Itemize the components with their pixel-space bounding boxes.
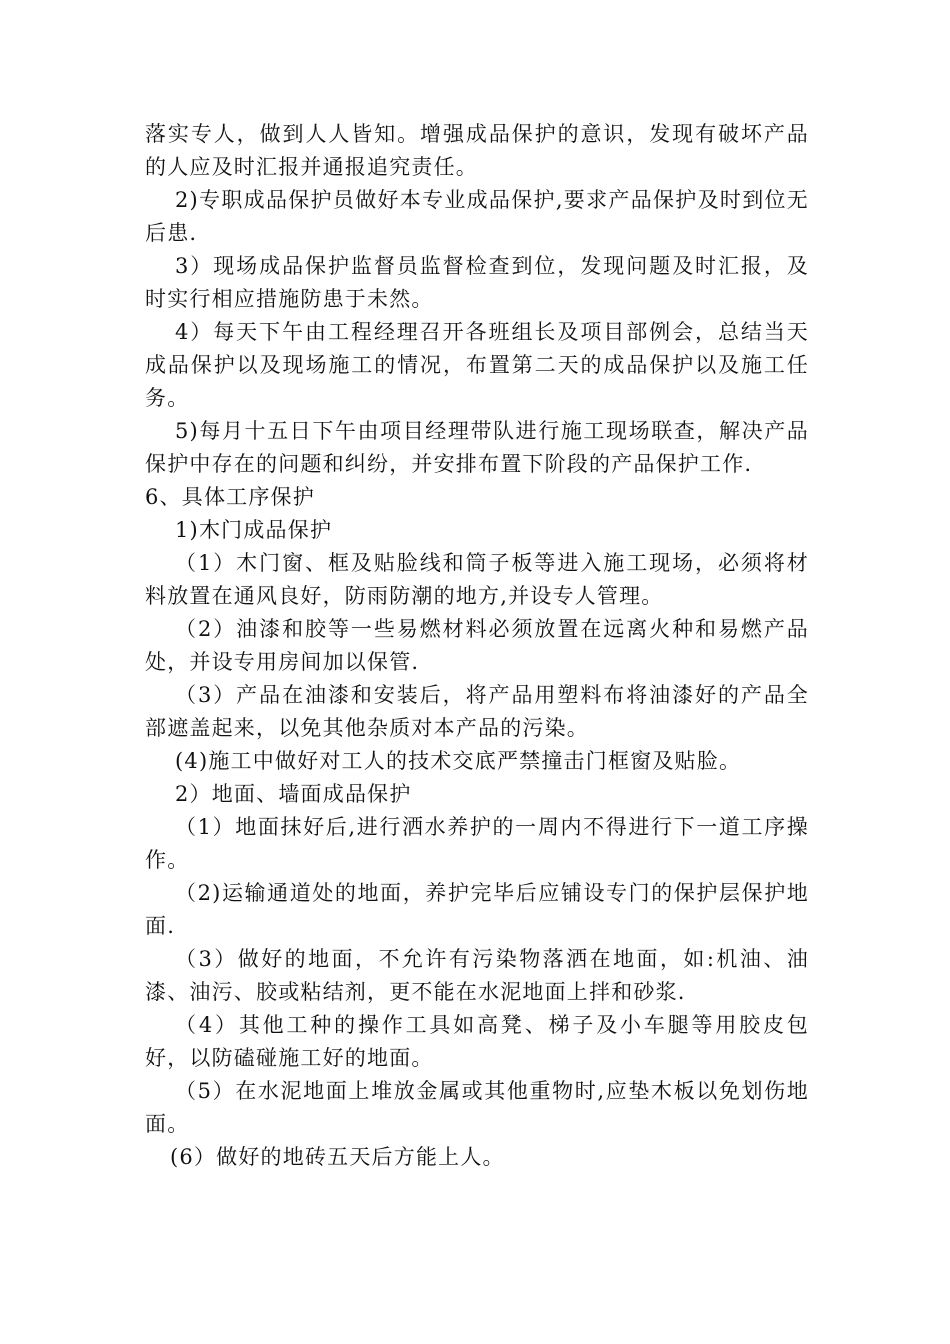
subsection-heading-wood-door: 1)木门成品保护 [175,518,333,542]
paragraph-floor-2: （2)运输通道处的地面，养护完毕后应铺设专门的保护层保护地面. [145,881,809,938]
paragraph-door-1: （1）木门窗、框及贴脸线和筒子板等进入施工现场，必须将材料放置在通风良好，防雨防潮的地方,并设专人管理。 [145,551,809,608]
paragraph-floor-5: （5）在水泥地面上堆放金属或其他重物时,应垫木板以免划伤地面。 [145,1079,809,1136]
document-body [145,118,809,1174]
paragraph-item-5: 5)每月十五日下午由项目经理带队进行施工现场联查，解决产品保护中存在的问题和纠纷，并安排布置下阶段的产品保护工作. [145,419,809,476]
paragraph-door-2: （2）油漆和胶等一些易燃材料必须放置在远离火种和易燃产品处，并设专用房间加以保管. [145,617,809,674]
paragraph-item-3: 3）现场成品保护监督员监督检查到位，发现问题及时汇报，及时实行相应措施防患于未然。 [145,254,809,311]
paragraph-continuation: 落实专人，做到人人皆知。增强成品保护的意识，发现有破坏产品的人应及时汇报并通报追究责任。 [145,122,809,179]
subsection-heading-floor-wall: 2）地面、墙面成品保护 [175,782,412,806]
section-heading-6: 6、具体工序保护 [145,485,315,509]
paragraph-door-3: （3）产品在油漆和安装后，将产品用塑料布将油漆好的产品全部遮盖起来，以免其他杂质对本产品的污染。 [145,683,809,740]
paragraph-floor-1: （1）地面抹好后,进行洒水养护的一周内不得进行下一道工序操作。 [145,815,809,872]
paragraph-floor-3: （3）做好的地面，不允许有污染物落洒在地面，如:机油、油漆、油污、胶或粘结剂，更不能在水泥地面上拌和砂浆. [145,947,809,1004]
paragraph-floor-4: （4）其他工种的操作工具如高凳、梯子及小车腿等用胶皮包好，以防磕碰施工好的地面。 [145,1013,809,1070]
paragraph-item-4: 4）每天下午由工程经理召开各班组长及项目部例会，总结当天成品保护以及现场施工的情况，布置第二天的成品保护以及施工任务。 [145,320,809,410]
paragraph-floor-6: (6）做好的地砖五天后方能上人。 [170,1145,505,1169]
paragraph-item-2: 2)专职成品保护员做好本专业成品保护,要求产品保护及时到位无后患. [145,188,809,245]
paragraph-door-4: (4)施工中做好对工人的技术交底严禁撞击门框窗及贴脸。 [175,749,742,773]
